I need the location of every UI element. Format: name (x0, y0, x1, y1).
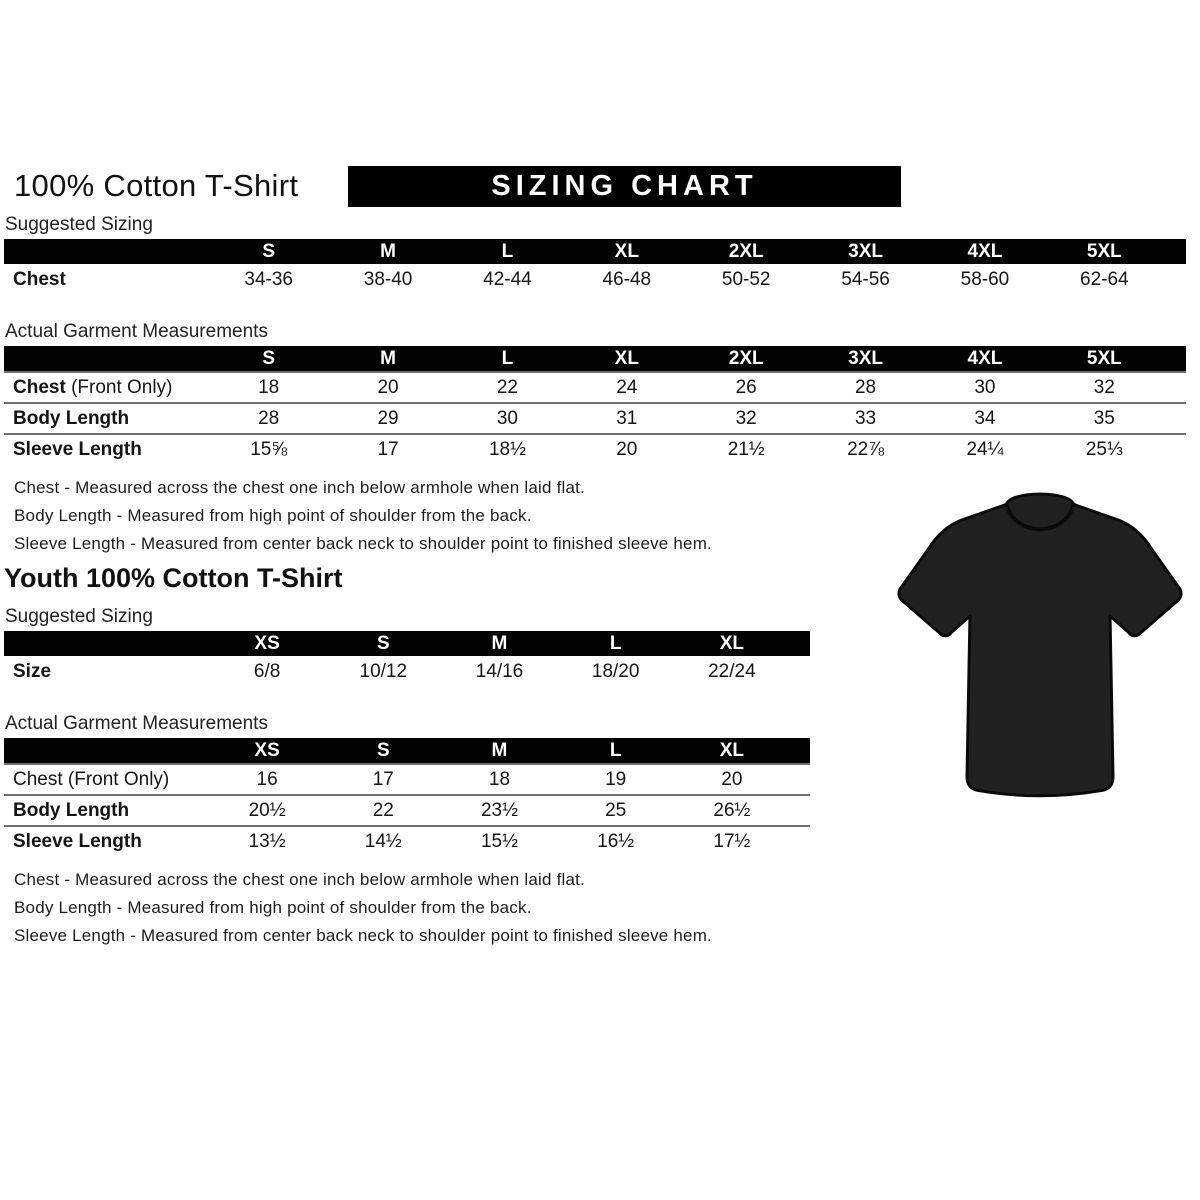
cell: 22 (325, 795, 441, 826)
cell: 16½ (558, 826, 674, 856)
cell: 30 (448, 403, 567, 434)
column-header-2xl: 2XL (687, 346, 806, 372)
header-spacer (790, 631, 810, 656)
cell: 25 (558, 795, 674, 826)
cell: 20 (328, 372, 447, 403)
row-label: Sleeve Length (4, 434, 209, 464)
cell: 26½ (674, 795, 790, 826)
column-header-4xl: 4XL (925, 239, 1044, 264)
cell-spacer (1164, 434, 1186, 464)
column-header-xl: XL (567, 346, 686, 372)
cell: 58-60 (960, 268, 1010, 290)
cell: 24¼ (925, 434, 1044, 464)
corner-cell (4, 346, 209, 372)
cell: 14/16 (475, 660, 524, 682)
cell: 28 (806, 372, 925, 403)
cell: 32 (1045, 372, 1164, 403)
cell-spacer (1164, 372, 1186, 403)
cell: 26 (687, 372, 806, 403)
cell: 17½ (674, 826, 790, 856)
youth-suggested-sizing-table (4, 631, 810, 687)
cell-spacer (1164, 403, 1186, 434)
column-header-xl: XL (674, 631, 790, 656)
row-label: Body Length (4, 795, 209, 826)
cell: 30 (925, 372, 1044, 403)
note-sleeve-length: Sleeve Length - Measured from center back neck to shoulder point to finished sleeve hem. (14, 534, 712, 553)
column-header-m: M (441, 631, 557, 656)
cell: 24 (567, 372, 686, 403)
column-header-xl: XL (567, 239, 686, 264)
note-chest: Chest - Measured across the chest one inch below armhole when laid flat. (14, 478, 585, 497)
cell: 13½ (209, 826, 325, 856)
cell: 29 (328, 403, 447, 434)
table-row-chest (4, 264, 1186, 295)
cell: 15½ (441, 826, 557, 856)
cell: 31 (567, 403, 686, 434)
cell: 42-44 (483, 268, 532, 290)
cell: 25⅓ (1045, 434, 1164, 464)
adult-suggested-header-row (4, 239, 1186, 264)
column-header-l: L (558, 631, 674, 656)
cell: 14½ (325, 826, 441, 856)
youth-suggested-sizing-label: Suggested Sizing (5, 606, 153, 627)
table-row-body-length (4, 795, 810, 826)
cell-spacer (790, 656, 810, 687)
cell: 17 (328, 434, 447, 464)
table-row-sleeve-length (4, 826, 810, 856)
cell: 54-56 (841, 268, 890, 290)
cell: 18/20 (591, 660, 640, 682)
column-header-2xl: 2XL (687, 239, 806, 264)
column-header-m: M (441, 738, 557, 764)
cell: 19 (558, 764, 674, 795)
youth-actual-header-row (4, 738, 810, 764)
page-title: 100% Cotton T-Shirt (14, 168, 299, 203)
cell-spacer (790, 795, 810, 826)
column-header-xs: XS (209, 631, 325, 656)
column-header-s: S (325, 631, 441, 656)
cell: 10/12 (359, 660, 408, 682)
corner-cell (4, 631, 209, 656)
column-header-m: M (328, 239, 447, 264)
table-row-sleeve-length (4, 434, 1186, 464)
youth-measurement-notes (14, 866, 1200, 950)
column-header-s: S (209, 239, 328, 264)
adult-actual-measurements-label: Actual Garment Measurements (5, 321, 268, 342)
cell: 35 (1045, 403, 1164, 434)
cell: 18½ (448, 434, 567, 464)
table-row-body-length (4, 403, 1186, 434)
cell: 50-52 (721, 268, 771, 290)
cell-spacer (790, 826, 810, 856)
adult-title-row (14, 167, 1200, 207)
sizing-chart-banner: SIZING CHART (348, 166, 901, 207)
column-header-3xl: 3XL (806, 346, 925, 372)
cell: 15⅝ (209, 434, 328, 464)
column-header-3xl: 3XL (806, 239, 925, 264)
row-label: Size (13, 660, 52, 682)
adult-actual-header-row (4, 346, 1186, 372)
cell: 18 (209, 372, 328, 403)
cell: 62-64 (1080, 268, 1129, 290)
cell: 20 (567, 434, 686, 464)
adult-suggested-sizing-label: Suggested Sizing (5, 214, 153, 235)
cell: 16 (209, 764, 325, 795)
column-header-xs: XS (209, 738, 325, 764)
cell: 6/8 (253, 660, 281, 682)
youth-title: Youth 100% Cotton T-Shirt (4, 563, 343, 593)
column-header-l: L (558, 738, 674, 764)
cell: 20 (674, 764, 790, 795)
header-spacer (790, 738, 810, 764)
table-row-size (4, 656, 810, 687)
column-header-l: L (448, 346, 567, 372)
note-sleeve-length: Sleeve Length - Measured from center back neck to shoulder point to finished sleeve hem. (14, 926, 712, 945)
cell: 22/24 (708, 660, 756, 682)
corner-cell (4, 239, 209, 264)
header-spacer (1164, 346, 1186, 372)
column-header-5xl: 5XL (1045, 346, 1164, 372)
note-body-length: Body Length - Measured from high point of shoulder from the back. (14, 898, 532, 917)
column-header-4xl: 4XL (925, 346, 1044, 372)
note-chest: Chest - Measured across the chest one inch below armhole when laid flat. (14, 870, 585, 889)
cell: 34-36 (244, 268, 293, 290)
column-header-m: M (328, 346, 447, 372)
note-body-length: Body Length - Measured from high point of shoulder from the back. (14, 506, 532, 525)
adult-actual-measurements-table (4, 346, 1186, 464)
column-header-s: S (209, 346, 328, 372)
row-label: Chest (Front Only) (4, 372, 209, 403)
cell: 21½ (687, 434, 806, 464)
table-row-chest (4, 764, 810, 795)
cell: 20½ (209, 795, 325, 826)
youth-suggested-header-row (4, 631, 810, 656)
youth-actual-measurements-table (4, 738, 810, 856)
cell: 34 (925, 403, 1044, 434)
header-spacer (1164, 239, 1186, 264)
column-header-s: S (325, 738, 441, 764)
cell: 28 (209, 403, 328, 434)
youth-actual-measurements-label: Actual Garment Measurements (5, 713, 268, 734)
row-label: Chest (Front Only) (4, 764, 209, 795)
column-header-l: L (448, 239, 567, 264)
cell: 46-48 (602, 268, 652, 290)
cell: 17 (325, 764, 441, 795)
corner-cell (4, 738, 209, 764)
cell: 22 (448, 372, 567, 403)
column-header-xl: XL (674, 738, 790, 764)
cell-spacer (1164, 264, 1186, 295)
cell: 33 (806, 403, 925, 434)
adult-suggested-sizing-table (4, 239, 1186, 295)
cell: 23½ (441, 795, 557, 826)
row-label: Chest (13, 268, 66, 290)
column-header-5xl: 5XL (1045, 239, 1164, 264)
cell: 32 (687, 403, 806, 434)
row-label: Sleeve Length (4, 826, 209, 856)
tshirt-image (892, 476, 1188, 818)
tshirt-body (899, 494, 1181, 796)
cell-spacer (790, 764, 810, 795)
cell: 22⅞ (806, 434, 925, 464)
cell: 18 (441, 764, 557, 795)
row-label: Body Length (4, 403, 209, 434)
table-row-chest (4, 372, 1186, 403)
cell: 38-40 (363, 268, 413, 290)
